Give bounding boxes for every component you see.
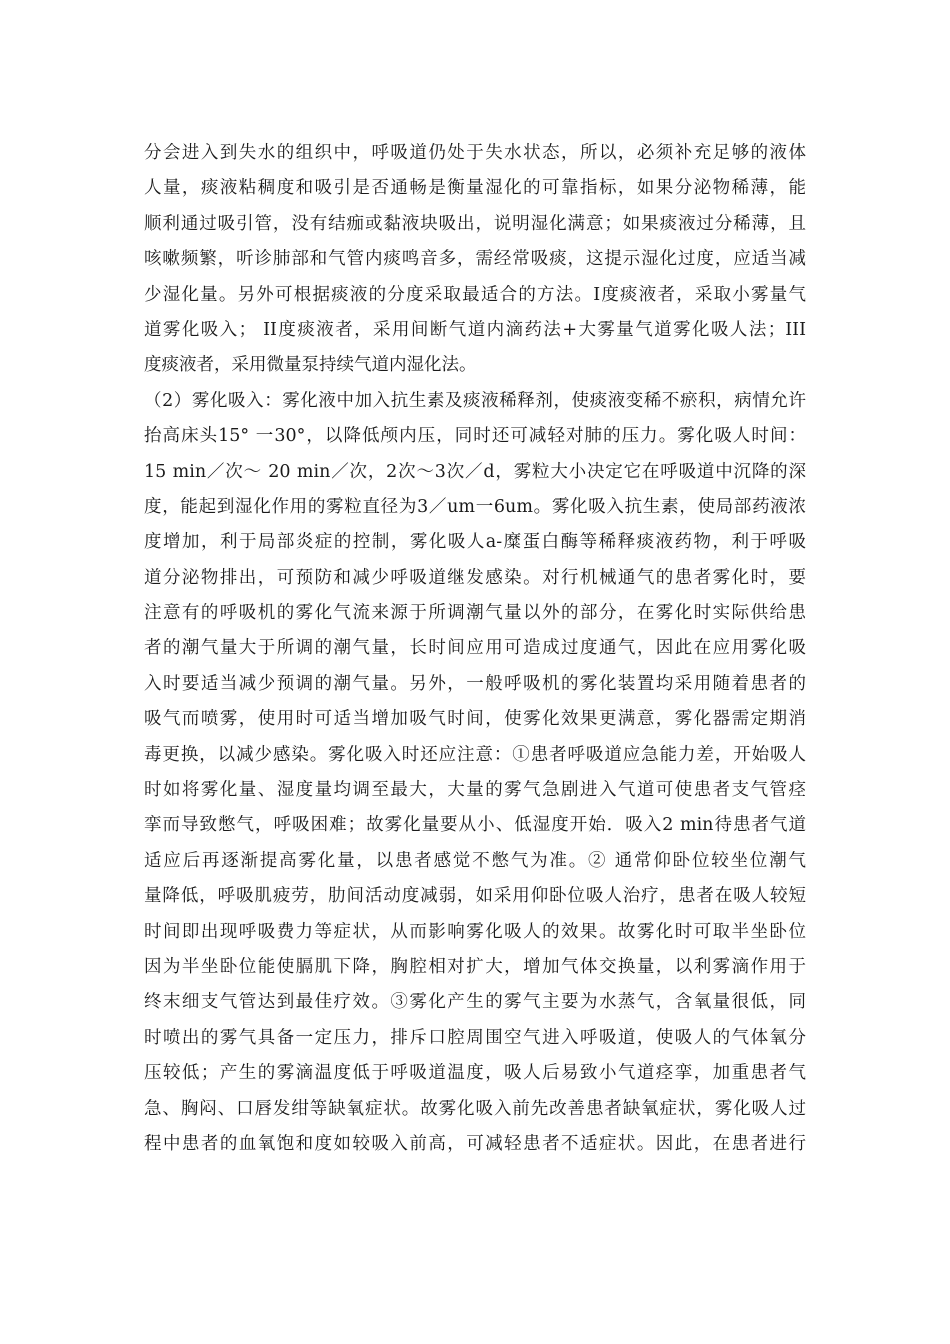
text-line: 少湿化量。另外可根据痰液的分度采取最适合的方法。I度痰液者，采取小雾量气 — [144, 284, 806, 305]
text-line: 压较低；产生的雾滴温度低于呼吸道温度，吸人后易致小气道痉挛，加重患者气 — [144, 1063, 806, 1084]
text-line: 程中患者的血氧饱和度如较吸入前高，可减轻患者不适症状。因此，在患者进行 — [144, 1133, 806, 1154]
text-line: 时喷出的雾气具备一定压力，排斥口腔周围空气进入呼吸道，使吸人的气体氧分 — [144, 1027, 806, 1048]
text-line: 咳嗽频繁，听诊肺部和气管内痰鸣音多，需经常吸痰，这提示湿化过度，应适当减 — [144, 249, 806, 270]
text-line: 毒更换，以减少感染。雾化吸入时还应注意：①患者呼吸道应急能力差，开始吸人 — [144, 744, 806, 765]
text-line: 道雾化吸入； II度痰液者，采用间断气道内滴药法+大雾量气道雾化吸人法；III — [144, 319, 806, 340]
text-line: 终末细支气管达到最佳疗效。③雾化产生的雾气主要为水蒸气，含氧量很低，同 — [144, 992, 806, 1013]
text-line: 因为半坐卧位能使膈肌下降，胸腔相对扩大，增加气体交换量，以利雾滴作用于 — [144, 956, 806, 977]
text-line: 顺利通过吸引管，没有结痂或黏液块吸出，说明湿化满意；如果痰液过分稀薄，且 — [144, 213, 806, 234]
text-line: 度痰液者，采用微量泵持续气道内湿化法。 — [144, 355, 477, 376]
text-line: 抬高床头15° 一30°，以降低颅内压，同时还可减轻对肺的压力。雾化吸人时间： — [144, 426, 806, 447]
text-line: 度增加，利于局部炎症的控制，雾化吸人a-糜蛋白酶等稀释痰液药物，利于呼吸 — [144, 532, 806, 553]
text-line: 量降低，呼吸肌疲劳，肋间活动度减弱，如采用仰卧位吸人治疗，患者在吸人较短 — [144, 886, 806, 907]
text-line: 注意有的呼吸机的雾化气流来源于所调潮气量以外的部分，在雾化时实际供给患 — [144, 603, 806, 624]
text-line: 急、胸闷、口唇发绀等缺氧症状。故雾化吸入前先改善患者缺氧症状，雾化吸人过 — [144, 1098, 806, 1119]
text-line: 吸气而喷雾，使用时可适当增加吸气时间，使雾化效果更满意，雾化器需定期消 — [144, 709, 806, 730]
text-line: 人量，痰液粘稠度和吸引是否通畅是衡量湿化的可靠指标，如果分泌物稀薄，能 — [144, 178, 806, 199]
text-line: 挛而导致憋气，呼吸困难；故雾化量要从小、低湿度开始．吸入2 min待患者气道 — [144, 815, 806, 836]
text-line: 分会进入到失水的组织中，呼吸道仍处于失水状态，所以，必须补充足够的液体 — [144, 143, 806, 163]
text-line: 度，能起到湿化作用的雾粒直径为3／um一6um。雾化吸入抗生素，使局部药液浓 — [144, 496, 806, 517]
text-line: 时间即出现呼吸费力等症状，从而影响雾化吸人的效果。故雾化时可取半坐卧位 — [144, 921, 806, 942]
text-line: 者的潮气量大于所调的潮气量，长时间应用可造成过度通气，因此在应用雾化吸 — [144, 638, 806, 659]
text-line: （2）雾化吸入：雾化液中加入抗生素及痰液稀释剂，使痰液变稀不瘀积，病情允许 — [144, 390, 806, 411]
text-line: 道分泌物排出，可预防和减少呼吸道继发感染。对行机械通气的患者雾化时，要 — [144, 567, 806, 588]
body-text — [144, 136, 806, 1162]
text-line: 入时要适当减少预调的潮气量。另外，一般呼吸机的雾化装置均采用随着患者的 — [144, 673, 806, 694]
text-line: 时如将雾化量、湿度量均调至最大，大量的雾气急剧进入气道可使患者支气管痉 — [144, 780, 806, 801]
text-line: 15 min／次～ 20 min／次，2次～3次／d，雾粒大小决定它在呼吸道中沉降的深 — [144, 461, 806, 482]
text-line: 适应后再逐渐提高雾化量，以患者感觉不憋气为准。② 通常仰卧位较坐位潮气 — [144, 850, 806, 871]
